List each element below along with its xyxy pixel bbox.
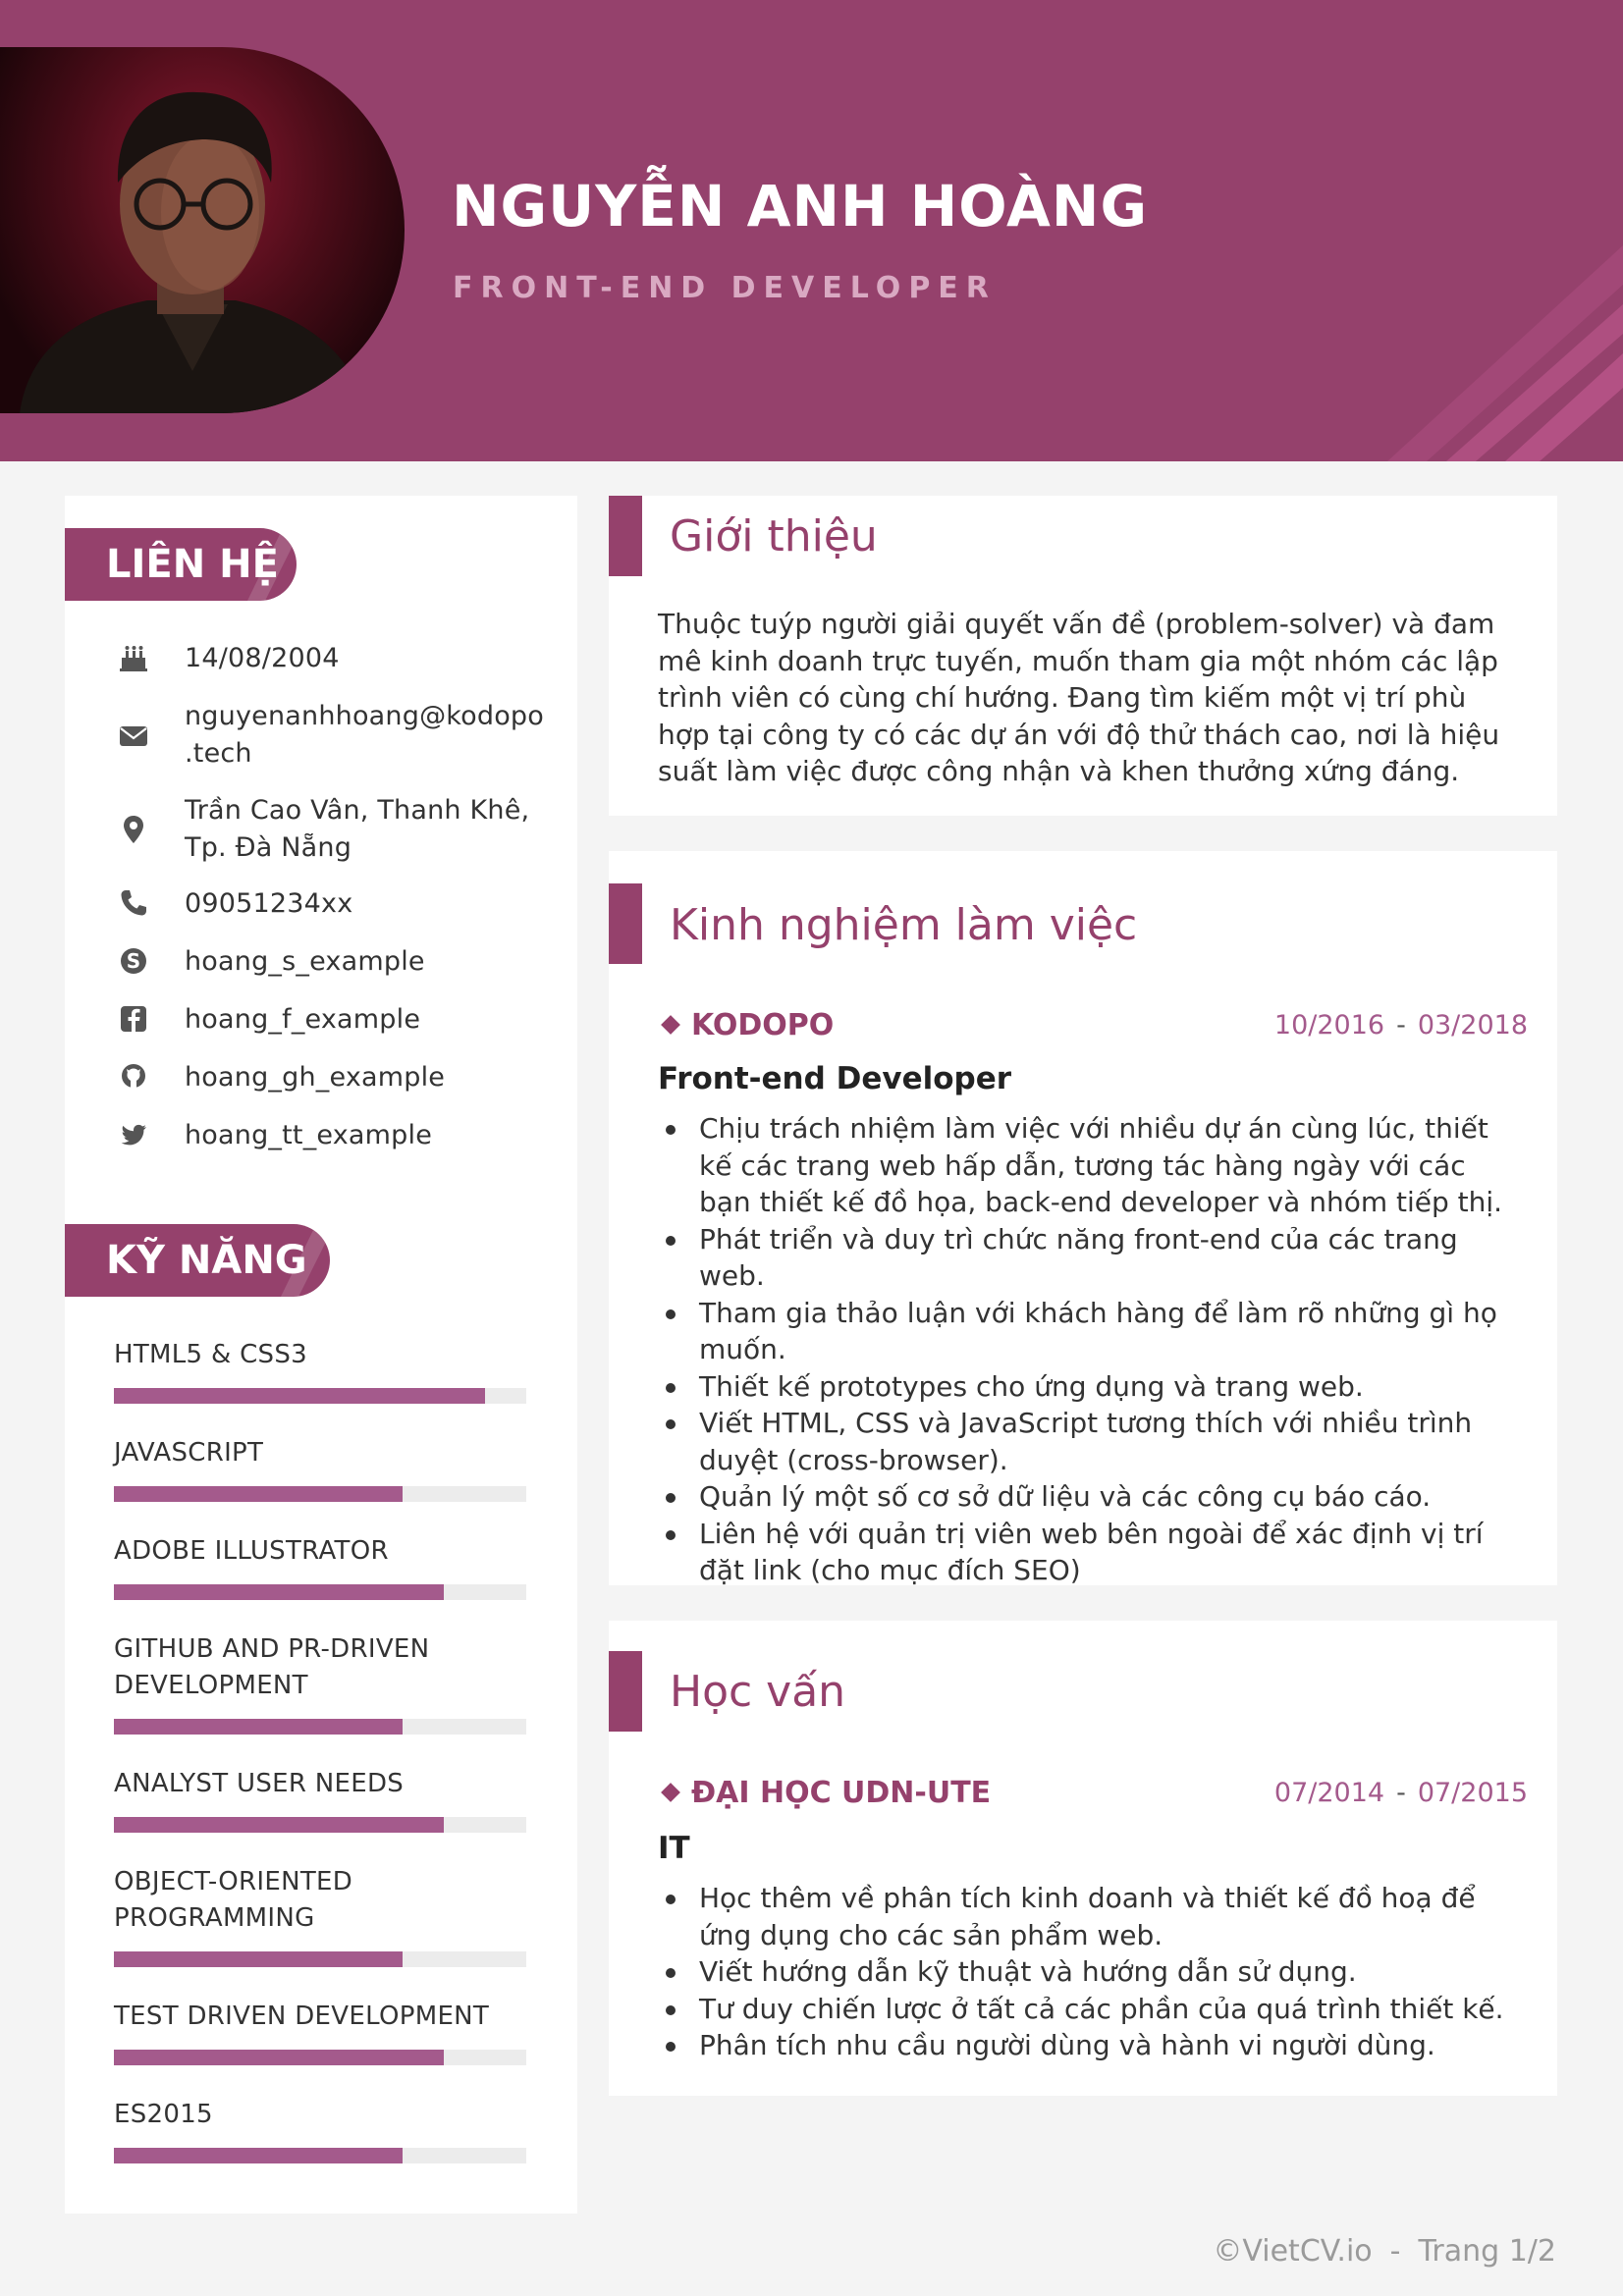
skills-section-title: KỸ NĂNG	[106, 1238, 307, 1283]
email-icon	[118, 721, 149, 752]
skill-name: JAVASCRIPT	[114, 1438, 264, 1468]
job-position: Front-end Developer	[658, 1061, 1012, 1096]
skype-icon	[118, 945, 149, 977]
contact-text: 14/08/2004	[185, 643, 340, 673]
page-footer	[1213, 2234, 1556, 2269]
twitter-icon	[118, 1119, 149, 1150]
education-entry-header	[658, 1775, 1528, 1814]
skill-item	[114, 1631, 526, 1704]
candidate-role: FRONT-END DEVELOPER	[453, 271, 997, 305]
contact-text[interactable]: nguyenanhhoang@kodopo .tech	[185, 701, 544, 769]
list-item: Tham gia thảo luận với khách hàng để làm rõ những gì họ muốn.	[658, 1295, 1522, 1368]
skill-name: ADOBE ILLUSTRATOR	[114, 1536, 389, 1566]
github-icon	[118, 1061, 149, 1093]
skill-bar-fill	[114, 1951, 403, 1967]
skill-bar	[114, 1486, 526, 1502]
list-item: Học thêm về phân tích kinh doanh và thiết kế đồ hoạ để ứng dụng cho các sản phẩm web.	[658, 1880, 1522, 1953]
skill-bar	[114, 1584, 526, 1600]
skill-bar	[114, 2050, 526, 2065]
contact-text[interactable]: hoang_tt_example	[185, 1120, 433, 1150]
section-accent-bar	[609, 1651, 642, 1732]
skill-bar-fill	[114, 2050, 444, 2065]
section-accent-bar	[609, 496, 642, 576]
list-item: Viết hướng dẫn kỹ thuật và hướng dẫn sử dụng.	[658, 1953, 1522, 1991]
skill-name: ES2015	[114, 2100, 213, 2129]
phone-icon	[118, 887, 149, 919]
list-item: Phát triển và duy trì chức năng front-end của các trang web.	[658, 1221, 1522, 1295]
skill-item	[114, 1999, 526, 2035]
skill-item	[114, 2097, 526, 2133]
skill-bar-fill	[114, 1584, 444, 1600]
list-item: Phân tích nhu cầu người dùng và hành vi người dùng.	[658, 2027, 1522, 2064]
portrait-illustration	[0, 47, 405, 413]
contact-text[interactable]: hoang_f_example	[185, 1004, 421, 1035]
section-accent-bar	[609, 883, 642, 964]
skill-bar-fill	[114, 1719, 403, 1735]
education-card	[609, 1621, 1557, 2096]
facebook-icon	[118, 1003, 149, 1035]
contact-text[interactable]: hoang_gh_example	[185, 1062, 446, 1093]
profile-photo	[0, 47, 405, 413]
education-title: Học vấn	[670, 1667, 846, 1717]
page-number: Trang 1/2	[1418, 2234, 1556, 2269]
sidebar	[65, 496, 577, 2214]
contact-section-tag	[65, 528, 297, 601]
skill-bar-fill	[114, 2148, 403, 2163]
skill-name: ANALYST USER NEEDS	[114, 1769, 405, 1798]
contact-text[interactable]: 09051234xx	[185, 888, 353, 919]
diamond-bullet-icon	[661, 1783, 680, 1802]
start-date: 07/2014	[1273, 1778, 1385, 1808]
skill-bar	[114, 1951, 526, 1967]
skill-item	[114, 1533, 526, 1570]
decorative-stripes	[1309, 0, 1623, 461]
skill-name: TEST DRIVEN DEVELOPMENT	[114, 2002, 490, 2031]
skill-bar-fill	[114, 1817, 444, 1833]
start-date: 10/2016	[1273, 1010, 1385, 1041]
diamond-bullet-icon	[661, 1015, 680, 1035]
list-item: Thiết kế prototypes cho ứng dụng và trang web.	[658, 1368, 1522, 1406]
skill-name: GITHUB AND PR-DRIVEN DEVELOPMENT	[114, 1634, 430, 1700]
list-item: Quản lý một số cơ sở dữ liệu và các công cụ báo cáo.	[658, 1478, 1522, 1516]
skills-section-tag	[65, 1224, 330, 1297]
skill-bar	[114, 2148, 526, 2163]
birthday-cake-icon	[118, 642, 149, 673]
list-item: Tư duy chiến lược ở tất cả các phần của quá trình thiết kế.	[658, 1991, 1522, 2028]
date-range: 07/2014 - 07/2015	[1273, 1778, 1528, 1808]
footer-separator: -	[1389, 2234, 1401, 2269]
skill-name: OBJECT-ORIENTED PROGRAMMING	[114, 1867, 353, 1933]
intro-text: Thuộc tuýp người giải quyết vấn đề (problem-solver) và đam mê kinh doanh trực tuyến, muốn tham gia một nhóm các lập trình viên có cùng chí hướng. Đang tìm kiếm một vị trí phù hợp tại công ty có các dự án với độ thử thách cao, nơi là hiệu suất làm việc được công nhận và khen thưởng xứng đáng.	[658, 608, 1500, 787]
contact-section-title: LIÊN HỆ	[106, 542, 279, 587]
major: IT	[658, 1831, 690, 1866]
skill-bar	[114, 1719, 526, 1735]
experience-entry-header	[658, 1007, 1528, 1046]
education-bullets	[658, 1880, 1522, 2064]
skill-item	[114, 1766, 526, 1802]
location-pin-icon	[118, 814, 149, 845]
skill-name: HTML5 & CSS3	[114, 1340, 308, 1369]
intro-title: Giới thiệu	[670, 511, 878, 561]
skill-bar-fill	[114, 1388, 485, 1404]
list-item: Viết HTML, CSS và JavaScript tương thích với nhiều trình duyệt (cross-browser).	[658, 1405, 1522, 1478]
skill-bar	[114, 1388, 526, 1404]
contact-text[interactable]: hoang_s_example	[185, 946, 425, 977]
experience-bullets	[658, 1110, 1522, 1589]
company-name: KODOPO	[691, 1008, 835, 1042]
footer-brand[interactable]: ©VietCV.io	[1213, 2234, 1373, 2269]
end-date: 03/2018	[1417, 1010, 1528, 1041]
list-item: Chịu trách nhiệm làm việc với nhiều dự án cùng lúc, thiết kế các trang web hấp dẫn, tương tác hàng ngày với các bạn thiết kế đồ họa, back-end developer và nhóm tiếp thị.	[658, 1110, 1522, 1221]
school-name: ĐẠI HỌC UDN-UTE	[691, 1776, 992, 1810]
cv-header	[0, 0, 1623, 461]
skill-item	[114, 1864, 526, 1937]
svg-text:S: S	[126, 949, 141, 973]
experience-title: Kinh nghiệm làm việc	[670, 900, 1138, 950]
intro-card	[609, 496, 1557, 816]
experience-card	[609, 851, 1557, 1585]
skill-item	[114, 1337, 526, 1373]
candidate-name: NGUYỄN ANH HOÀNG	[452, 173, 1149, 240]
date-range: 10/2016 - 03/2018	[1273, 1010, 1528, 1041]
skill-bar-fill	[114, 1486, 403, 1502]
contact-text: Trần Cao Vân, Thanh Khê, Tp. Đà Nẵng	[185, 795, 530, 863]
skill-bar	[114, 1817, 526, 1833]
list-item: Liên hệ với quản trị viên web bên ngoài để xác định vị trí đặt link (cho mục đích SEO)	[658, 1516, 1522, 1589]
end-date: 07/2015	[1417, 1778, 1528, 1808]
skill-item	[114, 1435, 526, 1471]
